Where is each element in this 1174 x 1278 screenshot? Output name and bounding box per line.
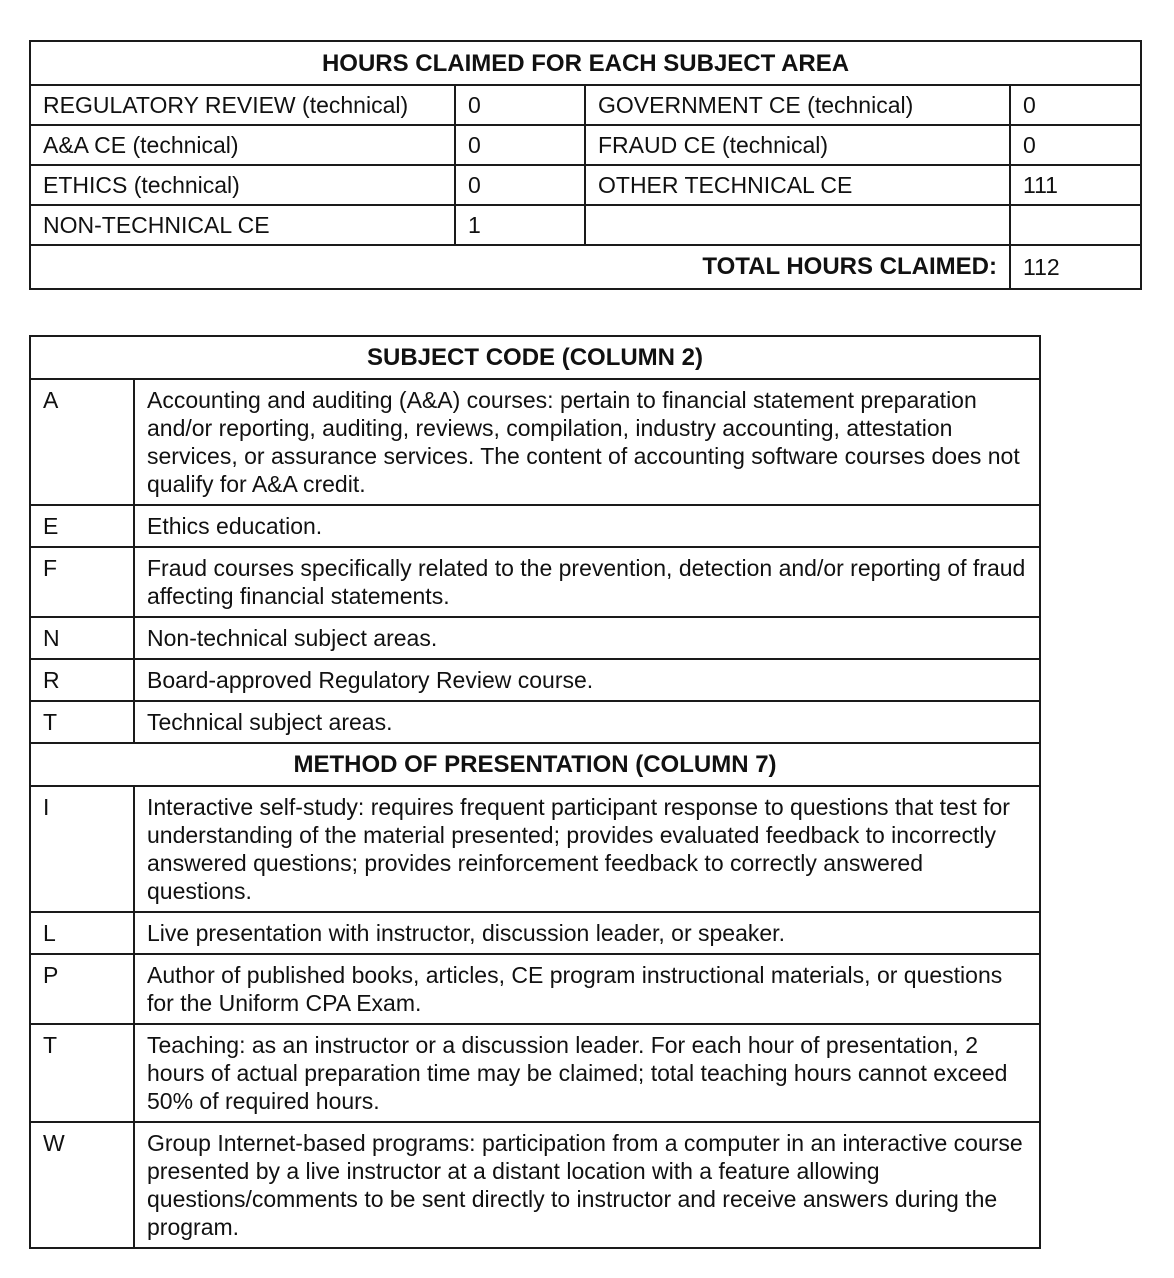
method-row [30,1122,1040,1248]
method-letter: P [30,954,134,1024]
hours-value: 0 [455,125,585,165]
subject-code-row [30,505,1040,547]
subject-code-header-row [30,336,1040,379]
hours-row [30,85,1141,125]
hours-label: REGULATORY REVIEW (technical) [30,85,455,125]
hours-label: ETHICS (technical) [30,165,455,205]
method-letter: L [30,912,134,954]
code-description: Non-technical subject areas. [134,617,1040,659]
method-row [30,954,1040,1024]
hours-value: 0 [455,85,585,125]
method-description: Teaching: as an instructor or a discussion leader. For each hour of presentation, 2 hours of actual preparation time may be claimed; total teaching hours cannot exceed 50% of required hours. [134,1024,1040,1122]
hours-value: 1 [455,205,585,245]
hours-row [30,205,1141,245]
code-description: Technical subject areas. [134,701,1040,743]
total-hours-row [30,245,1141,289]
hours-label [585,205,1010,245]
hours-value: 0 [1010,85,1141,125]
hours-value [1010,205,1141,245]
code-description: Ethics education. [134,505,1040,547]
hours-row [30,165,1141,205]
total-hours-value: 112 [1010,245,1141,289]
method-title: METHOD OF PRESENTATION (COLUMN 7) [30,743,1040,786]
code-description: Fraud courses specifically related to the prevention, detection and/or reporting of fraud affecting financial statements. [134,547,1040,617]
code-letter: E [30,505,134,547]
code-letter: F [30,547,134,617]
subject-code-row [30,659,1040,701]
code-description: Accounting and auditing (A&A) courses: pertain to financial statement preparation and/or reporting, auditing, reviews, compilation, industry accounting, attestation services, or assurance services. The content of accounting software courses does not qualify for A&A credit. [134,379,1040,505]
codes-table [29,335,1041,1249]
hours-value: 0 [455,165,585,205]
hours-label: A&A CE (technical) [30,125,455,165]
method-description: Live presentation with instructor, discussion leader, or speaker. [134,912,1040,954]
hours-table-header-row [30,41,1141,85]
hours-label: GOVERNMENT CE (technical) [585,85,1010,125]
hours-value: 111 [1010,165,1141,205]
subject-code-row [30,701,1040,743]
hours-label: OTHER TECHNICAL CE [585,165,1010,205]
method-letter: W [30,1122,134,1248]
method-letter: I [30,786,134,912]
subject-code-row [30,617,1040,659]
method-row [30,912,1040,954]
method-letter: T [30,1024,134,1122]
hours-label: NON-TECHNICAL CE [30,205,455,245]
method-description: Group Internet-based programs: participation from a computer in an interactive course presented by a live instructor at a distant location with a feature allowing questions/comments to be sent directly to instructor and receive answers during the program. [134,1122,1040,1248]
code-description: Board-approved Regulatory Review course. [134,659,1040,701]
hours-claimed-table [29,40,1142,290]
code-letter: R [30,659,134,701]
hours-label: FRAUD CE (technical) [585,125,1010,165]
hours-table-title: HOURS CLAIMED FOR EACH SUBJECT AREA [30,41,1141,85]
method-row [30,786,1040,912]
subject-code-title: SUBJECT CODE (COLUMN 2) [30,336,1040,379]
method-description: Interactive self-study: requires frequent participant response to questions that test for understanding of the material presented; provides evaluated feedback to incorrectly answered questions; provides reinforcement feedback to correctly answered questions. [134,786,1040,912]
hours-value: 0 [1010,125,1141,165]
subject-code-row [30,547,1040,617]
total-hours-label: TOTAL HOURS CLAIMED: [30,245,1010,289]
hours-row [30,125,1141,165]
subject-code-row [30,379,1040,505]
code-letter: N [30,617,134,659]
code-letter: A [30,379,134,505]
code-letter: T [30,701,134,743]
method-description: Author of published books, articles, CE program instructional materials, or questions for the Uniform CPA Exam. [134,954,1040,1024]
method-row [30,1024,1040,1122]
method-header-row [30,743,1040,786]
